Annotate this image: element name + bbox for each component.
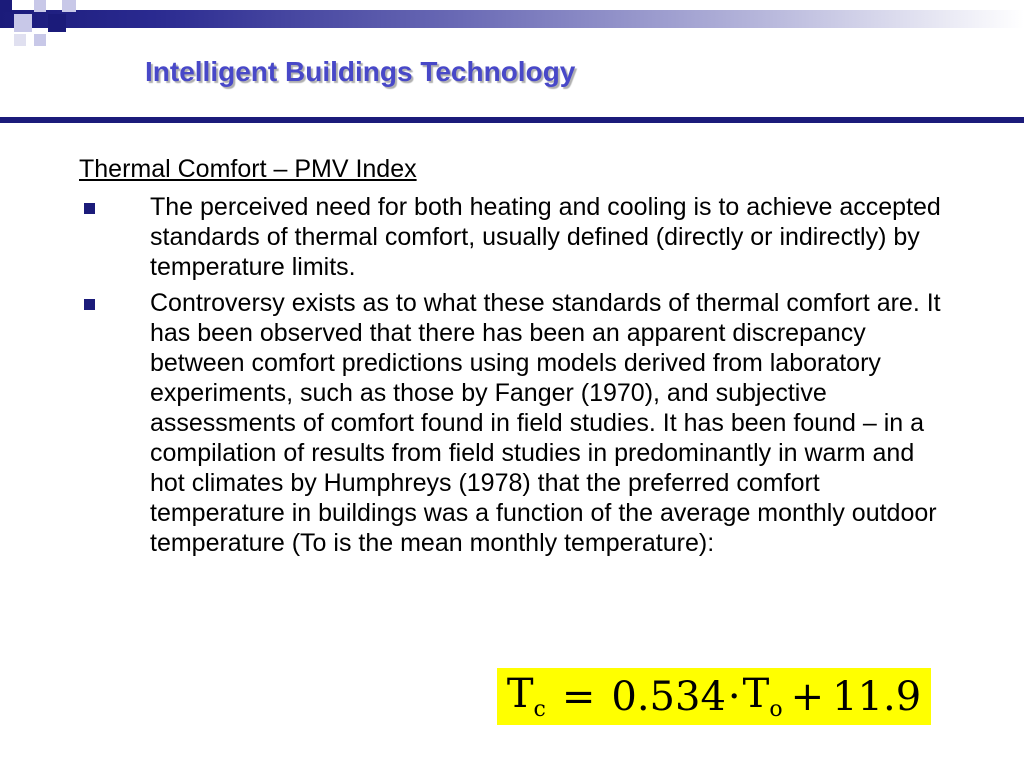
formula-equals: = xyxy=(561,673,596,720)
title-divider xyxy=(0,117,1024,123)
decor-square xyxy=(0,0,12,12)
formula-dot: · xyxy=(727,673,741,720)
decor-square xyxy=(34,34,46,46)
bullet-text: The perceived need for both heating and cooling is to achieve accepted standards of thermal comfort, usually defined (directly or indirectly) by temperature limits. xyxy=(150,193,941,281)
decor-square xyxy=(48,14,66,32)
decor-square xyxy=(14,14,32,32)
formula-rhs-var: $T_o$ xyxy=(742,671,783,722)
square-bullet-icon xyxy=(84,203,95,214)
square-bullet-icon xyxy=(84,299,95,310)
formula-lhs: $T_c$ xyxy=(506,671,546,722)
formula-box xyxy=(497,668,931,725)
decor-square xyxy=(62,0,76,12)
slide-title: Intelligent Buildings Technology xyxy=(145,56,576,87)
decor-square xyxy=(34,0,46,12)
header-gradient-band xyxy=(0,10,1024,28)
bullet-text: Controversy exists as to what these standards of thermal comfort are. It has been observed that there has been an apparent discrepancy between comfort predictions using models derived from laboratory experiments, such as those by Fanger (1970), and subjective assessments of comfort found in field studies. It has been found – in a compilation of results from field studies in predominantly in warm and hot climates by Humphreys (1978) that the preferred comfort temperature in buildings was a function of the average monthly outdoor temperature (To is the mean monthly temperature): xyxy=(150,289,941,557)
formula-coefficient: 0.534 xyxy=(611,673,726,720)
formula-constant: 11.9 xyxy=(832,673,922,720)
decor-square xyxy=(14,34,26,46)
section-heading: Thermal Comfort – PMV Index xyxy=(79,155,417,183)
formula-plus: + xyxy=(790,673,825,720)
